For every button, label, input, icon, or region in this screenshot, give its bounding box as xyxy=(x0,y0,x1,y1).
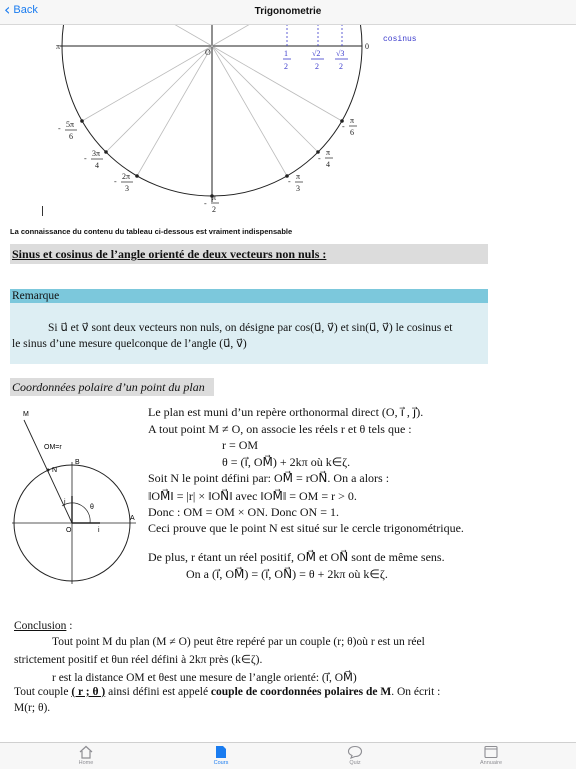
label-3pi4-num: 3π xyxy=(92,149,101,158)
label-3pi4-den: 4 xyxy=(95,161,99,170)
label-sqrt2-den: 2 xyxy=(315,62,319,71)
remark-line: Si u⃗ et v⃗ sont deux vecteurs non nuls, on désigne par cos(u⃗, v⃗) et sin(u⃗, v⃗) le cosinus et xyxy=(48,322,453,334)
label-minus: - xyxy=(114,177,117,186)
document-icon xyxy=(215,745,227,759)
conclusion-line: Tout point M du plan (M ≠ O) peut être repéré par un couple (r; θ)où r est un réel xyxy=(52,636,425,648)
label-zero: 0 xyxy=(365,42,369,51)
label-A: A xyxy=(130,515,135,522)
text-cursor xyxy=(42,206,43,216)
label-O: O xyxy=(66,527,72,534)
polar-text-line: Donc : OM = OM × ON. Donc ON = 1. xyxy=(148,505,339,519)
label-2pi3-num: 2π xyxy=(122,172,131,181)
tab-label: Home xyxy=(78,760,94,766)
label-pi6-num: π xyxy=(350,116,355,125)
polar-coordinates-figure xyxy=(8,404,143,589)
section-heading-text: Sinus et cosinus de l’angle orienté de deux vecteurs non nuls : xyxy=(12,247,327,261)
label-2pi3-den: 3 xyxy=(125,184,129,193)
conclusion-line: strictement positif et θun réel défini à 2kπ près (k∈ζ). xyxy=(14,654,263,666)
label-N: N xyxy=(52,467,58,474)
conclusion-text: ainsi défini est appelé xyxy=(108,686,209,698)
label-origin: O xyxy=(205,48,211,57)
conclusion-text: . On écrit : xyxy=(391,686,441,698)
tick-5pi6 xyxy=(80,119,84,123)
ray-pi6 xyxy=(212,46,345,121)
section-heading-text: Coordonnées polaire d’un point du plan xyxy=(12,380,205,394)
tab-cours[interactable] xyxy=(181,745,261,766)
tab-bar xyxy=(0,742,576,769)
label-theta: θ xyxy=(90,504,94,511)
polar-text-line: Le plan est muni d’un repère orthonormal direct (O, i⃗ , j⃗). xyxy=(148,405,424,419)
label-M: M xyxy=(23,411,29,418)
point-N xyxy=(47,469,50,472)
tick-2pi3 xyxy=(135,174,139,178)
angle-theta-arc xyxy=(62,503,90,523)
polar-text-line: De plus, r étant un réel positif, OM⃗ et ON⃗ sont de même sens. xyxy=(148,550,445,564)
label-pi3-num: π xyxy=(296,172,301,181)
section-heading-polar xyxy=(10,378,214,396)
label-minus: - xyxy=(204,199,207,208)
label-pi4-num: π xyxy=(326,148,331,157)
tab-label: Quiz xyxy=(349,760,361,766)
ray-upper-right xyxy=(212,24,342,46)
label-5pi6-num: 5π xyxy=(66,120,75,129)
remark-header xyxy=(10,289,488,303)
label-5pi6-den: 6 xyxy=(69,132,73,141)
polar-text-line: r = OM xyxy=(222,438,259,452)
tab-annuaire[interactable] xyxy=(451,745,531,766)
ray-pi3 xyxy=(212,46,287,176)
label-minus: - xyxy=(288,177,291,186)
conclusion-couple: ( r ; θ ) xyxy=(71,686,106,698)
label-OM: OM=r xyxy=(44,444,62,451)
conclusion-heading xyxy=(14,620,72,632)
ray-pi4 xyxy=(212,46,321,152)
label-sqrt2-num: √2 xyxy=(312,49,321,58)
tab-home[interactable] xyxy=(46,745,126,766)
polar-text-line: ‖OM⃗‖ = |r| × ‖ON⃗‖ avec ‖OM⃗‖ = OM = r > 0. xyxy=(148,489,357,503)
page-title: Trigonometrie xyxy=(254,6,322,17)
label-half-num: 1 xyxy=(284,49,288,58)
label-B: B xyxy=(75,459,80,466)
book-icon xyxy=(483,745,499,759)
tab-quiz[interactable] xyxy=(315,745,395,766)
label-cosinus: cosinus xyxy=(383,35,417,44)
polar-text-line: On a (i⃗, OM⃗) = (i⃗, ON⃗) = θ + 2kπ où k∈ζ. xyxy=(186,567,388,581)
tab-label: Annuaire xyxy=(479,760,503,766)
remark-line: le sinus d’une mesure quelconque de l’angle (u⃗, v⃗) xyxy=(12,338,247,350)
chat-bubble-icon xyxy=(347,745,363,759)
label-sqrt3-den: 2 xyxy=(339,62,343,71)
trigonometric-circle-figure xyxy=(0,24,576,224)
lesson-content[interactable] xyxy=(0,24,576,742)
conclusion-title: Conclusion xyxy=(14,620,67,632)
label-i: i xyxy=(98,527,100,534)
navigation-bar xyxy=(0,0,576,25)
polar-text-line: θ = (i⃗, OM⃗) + 2kπ où k∈ζ. xyxy=(222,455,351,469)
ray-3pi4 xyxy=(106,46,212,152)
label-sqrt3-num: √3 xyxy=(336,49,345,58)
ray-5pi6 xyxy=(82,46,212,121)
remark-title: Remarque xyxy=(12,290,60,302)
label-pi2-den: 2 xyxy=(212,205,216,214)
conclusion-line: r est la distance OM et θest une mesure de l’angle orienté: (i⃗, OM⃗) xyxy=(52,672,357,684)
label-pi3-den: 3 xyxy=(296,184,300,193)
tab-label: Cours xyxy=(213,760,229,766)
label-minus: - xyxy=(342,122,345,131)
section-heading-sinus-cosinus xyxy=(10,244,488,264)
label-half-den: 2 xyxy=(284,62,288,71)
conclusion-colon: : xyxy=(66,620,73,632)
ray-upper-left xyxy=(82,24,212,46)
label-minus: - xyxy=(318,154,321,163)
conclusion-text: Tout couple xyxy=(14,686,69,698)
conclusion-line: M(r; θ). xyxy=(14,702,51,714)
label-pi4-den: 4 xyxy=(326,160,330,169)
polar-text-line: A tout point M ≠ O, on associe les réels r et θ tels que : xyxy=(148,422,412,436)
home-icon xyxy=(78,745,94,759)
label-minus: - xyxy=(58,124,61,133)
intro-note: La connaissance du contenu du tableau ci-dessous est vraiment indispensable xyxy=(10,227,293,236)
ray-2pi3 xyxy=(137,46,212,176)
tick-3pi4 xyxy=(104,150,108,154)
label-minus: - xyxy=(84,154,87,163)
remark-body xyxy=(10,303,488,364)
label-pi2-num: π xyxy=(212,193,217,202)
label-pi6-den: 6 xyxy=(350,128,354,137)
back-label: Back xyxy=(13,4,38,16)
polar-text-line: Soit N le point défini par: OM⃗ = rON⃗. On a alors : xyxy=(148,471,390,485)
label-j: j xyxy=(64,499,66,506)
label-pi: π xyxy=(56,42,61,51)
chevron-left-icon: ‹ xyxy=(4,0,11,19)
conclusion-line xyxy=(14,686,440,698)
conclusion-bold: couple de coordonnées polaires de M xyxy=(210,686,392,698)
polar-text-line: Ceci prouve que le point N est situé sur le cercle trigonométrique. xyxy=(148,521,464,535)
